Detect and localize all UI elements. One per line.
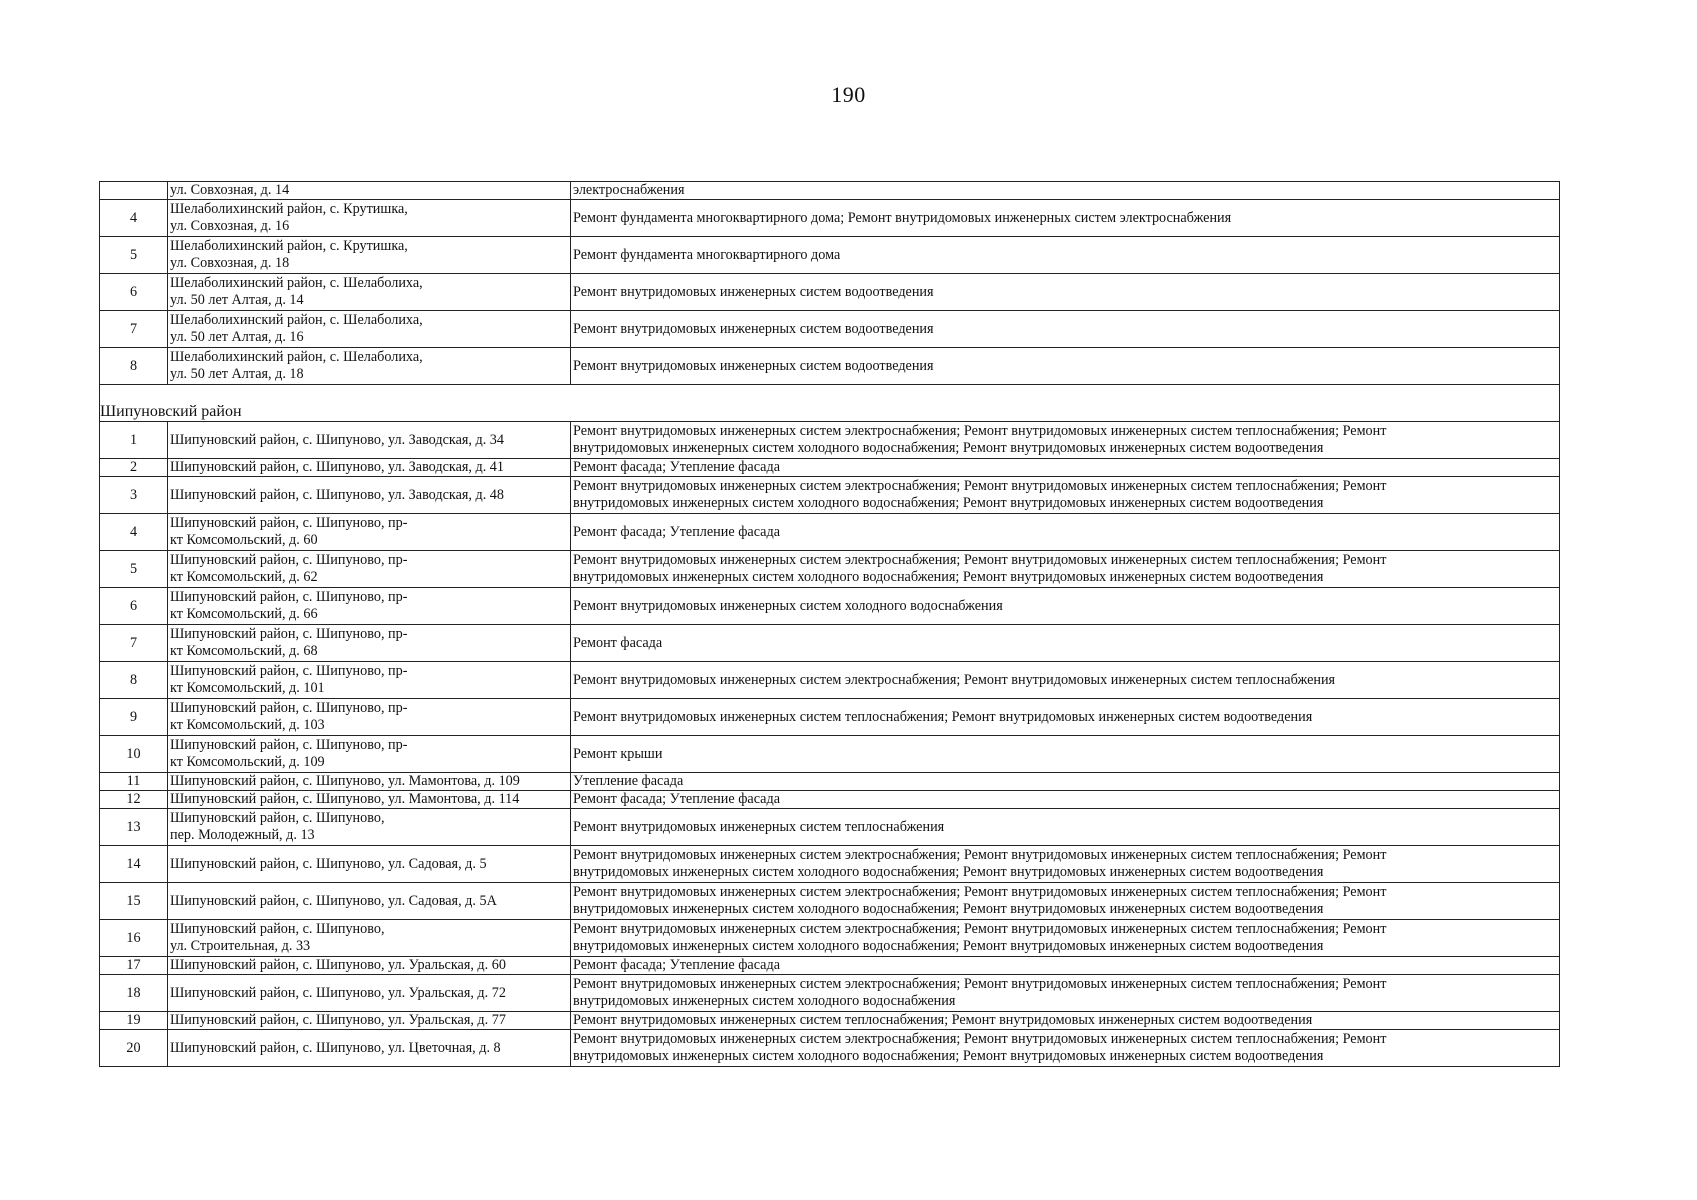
address-line: Шелаболихинский район, с. Шелаболиха, [170, 312, 423, 328]
address-cell [168, 957, 571, 975]
row-number: 8 [100, 662, 168, 699]
address-line: Шелаболихинский район, с. Шелаболиха, [170, 275, 423, 291]
work-type-line: Ремонт внутридомовых инженерных систем электроснабжения; Ремонт внутридомовых инженерных систем теплоснабжения; Ремонт [573, 478, 1387, 494]
work-type-line: Ремонт внутридомовых инженерных систем электроснабжения; Ремонт внутридомовых инженерных систем теплоснабжения; Ремонт [573, 884, 1387, 900]
address-line: Шипуновский район, с. Шипуново, ул. Заводская, д. 34 [170, 431, 504, 448]
address-cell [168, 662, 571, 699]
work-type-cell [571, 348, 1560, 385]
work-type-line: Ремонт фасада; Утепление фасада [573, 459, 780, 475]
address-line: Шелаболихинский район, с. Крутишка, [170, 201, 408, 217]
address-line: пер. Молодежный, д. 13 [170, 827, 315, 843]
work-type-line: Утепление фасада [573, 773, 684, 789]
row-number: 10 [100, 736, 168, 773]
spacer-row [100, 385, 1560, 402]
table-row [100, 514, 1560, 551]
work-type-cell [571, 773, 1560, 791]
work-type-line: Ремонт внутридомовых инженерных систем электроснабжения; Ремонт внутридомовых инженерных систем теплоснабжения; Ремонт [573, 976, 1387, 992]
address-line: кт Комсомольский, д. 109 [170, 754, 325, 770]
table-row [100, 662, 1560, 699]
address-line: Шипуновский район, с. Шипуново, [170, 921, 385, 937]
work-type-cell [571, 200, 1560, 237]
table-row [100, 883, 1560, 920]
address-line: Шипуновский район, с. Шипуново, пр- [170, 663, 408, 679]
work-type-cell [571, 311, 1560, 348]
address-line: кт Комсомольский, д. 60 [170, 532, 318, 548]
address-cell [168, 588, 571, 625]
table-row [100, 1012, 1560, 1030]
work-type-cell [571, 477, 1560, 514]
address-cell [168, 551, 571, 588]
address-line: Шипуновский район, с. Шипуново, ул. Заводская, д. 48 [170, 486, 504, 503]
work-type-cell [571, 274, 1560, 311]
address-cell [168, 237, 571, 274]
address-line: ул. Совхозная, д. 14 [170, 182, 290, 198]
work-type-line: Ремонт внутридомовых инженерных систем водоотведения [573, 357, 934, 374]
address-cell [168, 459, 571, 477]
row-number: 7 [100, 311, 168, 348]
address-cell [168, 514, 571, 551]
row-number: 7 [100, 625, 168, 662]
work-type-cell [571, 699, 1560, 736]
work-type-line: Ремонт внутридомовых инженерных систем электроснабжения; Ремонт внутридомовых инженерных систем теплоснабжения [573, 671, 1336, 688]
row-number: 6 [100, 274, 168, 311]
table-row [100, 699, 1560, 736]
table-row [100, 200, 1560, 237]
address-cell [168, 883, 571, 920]
row-number: 15 [100, 883, 168, 920]
address-line: Шипуновский район, с. Шипуново, ул. Уральская, д. 72 [170, 984, 506, 1001]
work-type-cell [571, 975, 1560, 1012]
row-number: 18 [100, 975, 168, 1012]
work-type-cell [571, 1012, 1560, 1030]
table-row [100, 274, 1560, 311]
address-line: ул. 50 лет Алтая, д. 18 [170, 366, 304, 382]
table-row [100, 846, 1560, 883]
work-type-line: Ремонт фасада [573, 634, 663, 651]
work-type-line: внутридомовых инженерных систем холодного водоснабжения; Ремонт внутридомовых инженерных систем водоотведения [573, 1048, 1324, 1064]
row-number: 5 [100, 237, 168, 274]
work-type-line: Ремонт внутридомовых инженерных систем теплоснабжения; Ремонт внутридомовых инженерных систем водоотведения [573, 1012, 1313, 1028]
address-line: Шипуновский район, с. Шипуново, пр- [170, 515, 408, 531]
work-type-cell [571, 920, 1560, 957]
page-number: 190 [831, 82, 866, 107]
address-line: Шипуновский район, с. Шипуново, пр- [170, 552, 408, 568]
work-type-line: Ремонт внутридомовых инженерных систем электроснабжения; Ремонт внутридомовых инженерных систем теплоснабжения; Ремонт [573, 921, 1387, 937]
work-type-line: Ремонт внутридомовых инженерных систем теплоснабжения; Ремонт внутридомовых инженерных систем водоотведения [573, 708, 1313, 725]
address-cell [168, 477, 571, 514]
row-number: 1 [100, 422, 168, 459]
work-type-line: Ремонт фундамента многоквартирного дома; Ремонт внутридомовых инженерных систем электроснабжения [573, 209, 1232, 226]
address-cell [168, 809, 571, 846]
address-cell [168, 846, 571, 883]
address-cell [168, 422, 571, 459]
table-row [100, 975, 1560, 1012]
work-type-cell [571, 625, 1560, 662]
row-number: 2 [100, 459, 168, 477]
work-type-cell [571, 182, 1560, 200]
row-number: 8 [100, 348, 168, 385]
row-number: 19 [100, 1012, 168, 1030]
address-line: Шипуновский район, с. Шипуново, пр- [170, 700, 408, 716]
repair-works-table [99, 181, 1560, 1067]
table-body-top [100, 182, 1560, 385]
address-line: ул. Строительная, д. 33 [170, 938, 311, 954]
table-row [100, 791, 1560, 809]
work-type-cell [571, 459, 1560, 477]
address-line: Шипуновский район, с. Шипуново, ул. Заводская, д. 41 [170, 459, 504, 475]
table-row [100, 920, 1560, 957]
work-type-line: внутридомовых инженерных систем холодного водоснабжения; Ремонт внутридомовых инженерных систем водоотведения [573, 901, 1324, 917]
address-cell [168, 348, 571, 385]
work-type-cell [571, 883, 1560, 920]
address-line: Шелаболихинский район, с. Шелаболиха, [170, 349, 423, 365]
address-line: кт Комсомольский, д. 62 [170, 569, 318, 585]
row-number: 17 [100, 957, 168, 975]
address-cell [168, 311, 571, 348]
address-cell [168, 274, 571, 311]
address-cell [168, 625, 571, 662]
work-type-cell [571, 791, 1560, 809]
work-type-cell [571, 422, 1560, 459]
work-type-line: Ремонт внутридомовых инженерных систем водоотведения [573, 320, 934, 337]
table-row [100, 736, 1560, 773]
address-line: Шипуновский район, с. Шипуново, пр- [170, 737, 408, 753]
address-line: Шипуновский район, с. Шипуново, пр- [170, 589, 408, 605]
work-type-line: внутридомовых инженерных систем холодного водоснабжения; Ремонт внутридомовых инженерных систем водоотведения [573, 440, 1324, 456]
address-line: кт Комсомольский, д. 101 [170, 680, 325, 696]
row-number: 4 [100, 514, 168, 551]
work-type-cell [571, 846, 1560, 883]
table-row [100, 551, 1560, 588]
work-type-line: внутридомовых инженерных систем холодного водоснабжения; Ремонт внутридомовых инженерных систем водоотведения [573, 495, 1324, 511]
work-type-cell [571, 662, 1560, 699]
address-line: кт Комсомольский, д. 68 [170, 643, 318, 659]
table-row [100, 311, 1560, 348]
work-type-line: Ремонт внутридомовых инженерных систем электроснабжения; Ремонт внутридомовых инженерных систем теплоснабжения; Ремонт [573, 423, 1387, 439]
work-type-cell [571, 809, 1560, 846]
table-row [100, 957, 1560, 975]
work-type-cell [571, 1030, 1560, 1067]
table-row [100, 588, 1560, 625]
work-type-cell [571, 551, 1560, 588]
district-title: Шипуновский район [100, 401, 1560, 422]
row-number: 12 [100, 791, 168, 809]
address-line: кт Комсомольский, д. 66 [170, 606, 318, 622]
work-type-line: электроснабжения [573, 182, 685, 198]
address-cell [168, 736, 571, 773]
address-cell [168, 200, 571, 237]
work-type-line: Ремонт фасада; Утепление фасада [573, 957, 780, 973]
work-type-line: Ремонт внутридомовых инженерных систем теплоснабжения [573, 818, 945, 835]
row-number: 20 [100, 1030, 168, 1067]
row-number: 5 [100, 551, 168, 588]
table-row [100, 237, 1560, 274]
work-type-line: Ремонт внутридомовых инженерных систем холодного водоснабжения [573, 597, 1003, 614]
table-row [100, 422, 1560, 459]
spacer-cell [100, 385, 1560, 402]
address-line: ул. 50 лет Алтая, д. 14 [170, 292, 304, 308]
table-row [100, 459, 1560, 477]
row-number: 4 [100, 200, 168, 237]
district-section-header [100, 385, 1560, 422]
work-type-line: Ремонт фундамента многоквартирного дома [573, 246, 841, 263]
work-type-line: внутридомовых инженерных систем холодного водоснабжения; Ремонт внутридомовых инженерных систем водоотведения [573, 864, 1324, 880]
row-number: 16 [100, 920, 168, 957]
row-number: 11 [100, 773, 168, 791]
address-line: Шипуновский район, с. Шипуново, ул. Уральская, д. 60 [170, 957, 506, 973]
table-row [100, 1030, 1560, 1067]
address-cell [168, 773, 571, 791]
address-line: Шипуновский район, с. Шипуново, ул. Уральская, д. 77 [170, 1012, 506, 1028]
work-type-cell [571, 588, 1560, 625]
address-line: Шипуновский район, с. Шипуново, ул. Садовая, д. 5 [170, 855, 487, 872]
work-type-line: Ремонт крыши [573, 745, 663, 762]
address-cell [168, 975, 571, 1012]
row-number [100, 182, 168, 200]
table-row [100, 348, 1560, 385]
row-number: 9 [100, 699, 168, 736]
document-table-container [99, 181, 1559, 1067]
address-cell [168, 1012, 571, 1030]
district-row [100, 401, 1560, 422]
work-type-cell [571, 237, 1560, 274]
row-number: 6 [100, 588, 168, 625]
address-cell [168, 1030, 571, 1067]
work-type-line: внутридомовых инженерных систем холодного водоснабжения [573, 993, 956, 1009]
work-type-line: внутридомовых инженерных систем холодного водоснабжения; Ремонт внутридомовых инженерных систем водоотведения [573, 569, 1324, 585]
work-type-cell [571, 736, 1560, 773]
row-number: 14 [100, 846, 168, 883]
work-type-cell [571, 514, 1560, 551]
address-cell [168, 791, 571, 809]
address-line: Шипуновский район, с. Шипуново, ул. Мамонтова, д. 114 [170, 791, 520, 807]
work-type-line: Ремонт внутридомовых инженерных систем электроснабжения; Ремонт внутридомовых инженерных систем теплоснабжения; Ремонт [573, 1031, 1387, 1047]
work-type-line: Ремонт внутридомовых инженерных систем водоотведения [573, 283, 934, 300]
row-number: 3 [100, 477, 168, 514]
table-row [100, 182, 1560, 200]
address-line: ул. Совхозная, д. 18 [170, 255, 290, 271]
address-cell [168, 920, 571, 957]
address-line: Шипуновский район, с. Шипуново, ул. Цветочная, д. 8 [170, 1039, 501, 1056]
table-row [100, 625, 1560, 662]
table-row [100, 477, 1560, 514]
address-cell [168, 182, 571, 200]
work-type-line: Ремонт фасада; Утепление фасада [573, 791, 780, 807]
work-type-line: Ремонт фасада; Утепление фасада [573, 523, 780, 540]
work-type-line: внутридомовых инженерных систем холодного водоснабжения; Ремонт внутридомовых инженерных систем водоотведения [573, 938, 1324, 954]
address-line: ул. 50 лет Алтая, д. 16 [170, 329, 304, 345]
address-cell [168, 699, 571, 736]
address-line: Шелаболихинский район, с. Крутишка, [170, 238, 408, 254]
work-type-line: Ремонт внутридомовых инженерных систем электроснабжения; Ремонт внутридомовых инженерных систем теплоснабжения; Ремонт [573, 552, 1387, 568]
table-row [100, 809, 1560, 846]
table-body-district [100, 422, 1560, 1067]
address-line: Шипуновский район, с. Шипуново, пр- [170, 626, 408, 642]
address-line: кт Комсомольский, д. 103 [170, 717, 325, 733]
work-type-line: Ремонт внутридомовых инженерных систем электроснабжения; Ремонт внутридомовых инженерных систем теплоснабжения; Ремонт [573, 847, 1387, 863]
address-line: Шипуновский район, с. Шипуново, [170, 810, 385, 826]
work-type-cell [571, 957, 1560, 975]
table-row [100, 773, 1560, 791]
address-line: ул. Совхозная, д. 16 [170, 218, 290, 234]
row-number: 13 [100, 809, 168, 846]
address-line: Шипуновский район, с. Шипуново, ул. Мамонтова, д. 109 [170, 773, 520, 789]
address-line: Шипуновский район, с. Шипуново, ул. Садовая, д. 5А [170, 892, 497, 909]
